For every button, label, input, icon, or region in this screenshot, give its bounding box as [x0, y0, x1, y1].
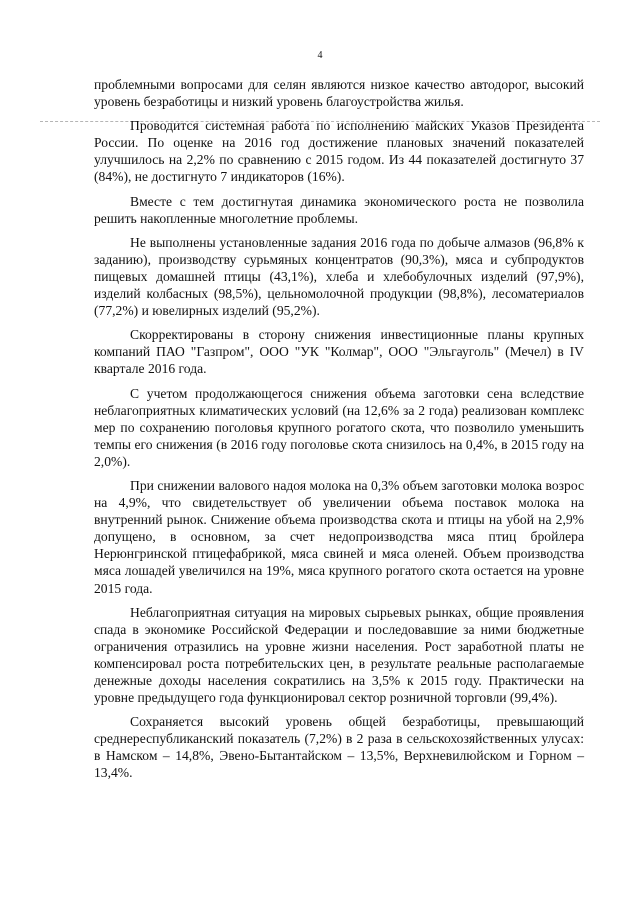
document-body [94, 76, 584, 789]
paragraph-4: Не выполнены установленные задания 2016 года по добыче алмазов (96,8% к заданию), производству сурьмяных концентратов (90,3%), мяса и субпродуктов пищевых домашней птицы (43,1%), хлеба и хлебобулочных изделий (97,9%), изделий колбасных (98,5%), цельномолочной продукции (98,8%), лесоматериалов (77,2%) и ювелирных изделий (95,2%). [94, 234, 584, 319]
paragraph-1: проблемными вопросами для селян являются низкое качество автодорог, высокий уровень безработицы и низкий уровень благоустройства жилья. [94, 77, 584, 110]
paragraph-5: Скорректированы в сторону снижения инвестиционные планы крупных компаний ПАО "Газпром", ООО "УК "Колмар", ООО "Эльгауголь" (Мечел) в IV квартале 2016 года. [94, 327, 584, 377]
paragraph-3: Вместе с тем достигнутая динамика экономического роста не позволила решить накопленные многолетние проблемы. [94, 193, 584, 226]
page-number: 4 [317, 50, 323, 61]
paragraph-7: При снижении валового надоя молока на 0,3% объем заготовки молока возрос на 4,9%, что свидетельствует об увеличении объема поставок молока на внутренний рынок. Снижение объема производства скота и птицы на убой на 2,9% допущено, в основном, за счет недопроизводства мяса птиц бройлера Нерюнгринской птицефабрикой, мяса свиней и мяса оленей. Объем производства мяса лошадей увеличился на 19%, мяса крупного рогатого скота остается на уровне 2015 года. [94, 477, 584, 596]
paragraph-8: Неблагоприятная ситуация на мировых сырьевых рынках, общие проявления спада в экономике Российской Федерации и последовавшие за ними бюджетные ограничения отразились на уровне жизни населения. Рост заработной платы не компенсировал роста потребительских цен, в результате реальные располагаемые денежные доходы населения сократились на 3,5% к 2015 году. Практически на уровне предыдущего года функционировал сектор розничной торговли (99,4%). [94, 604, 584, 706]
paragraph-6: С учетом продолжающегося снижения объема заготовки сена вследствие неблагоприятных климатических условий (на 12,6% за 2 года) реализован комплекс мер по сохранению поголовья крупного рогатого скота, что позволило уменьшить темпы его снижения (в 2016 году поголовье скота снизилось на 0,4%, в 2015 году на 2,0%). [94, 385, 584, 469]
paragraph-2: Проводится системная работа по исполнению майских Указов Президента России. По оценке на 2016 год достижение плановых значений показателей улучшилось на 2,2% по сравнению с 2015 годом. Из 44 показателей достигнуто 37 (84%), не достигнуто 7 индикаторов (16%). [94, 118, 584, 185]
paragraph-9: Сохраняется высокий уровень общей безработицы, превышающий среднереспубликанский показатель (7,2%) в 2 раза в сельскохозяйственных улусах: в Намском – 14,8%, Эвено-Бытантайском – 13,5%, Верхневилюйском и Горном – 13,4%. [94, 714, 584, 781]
